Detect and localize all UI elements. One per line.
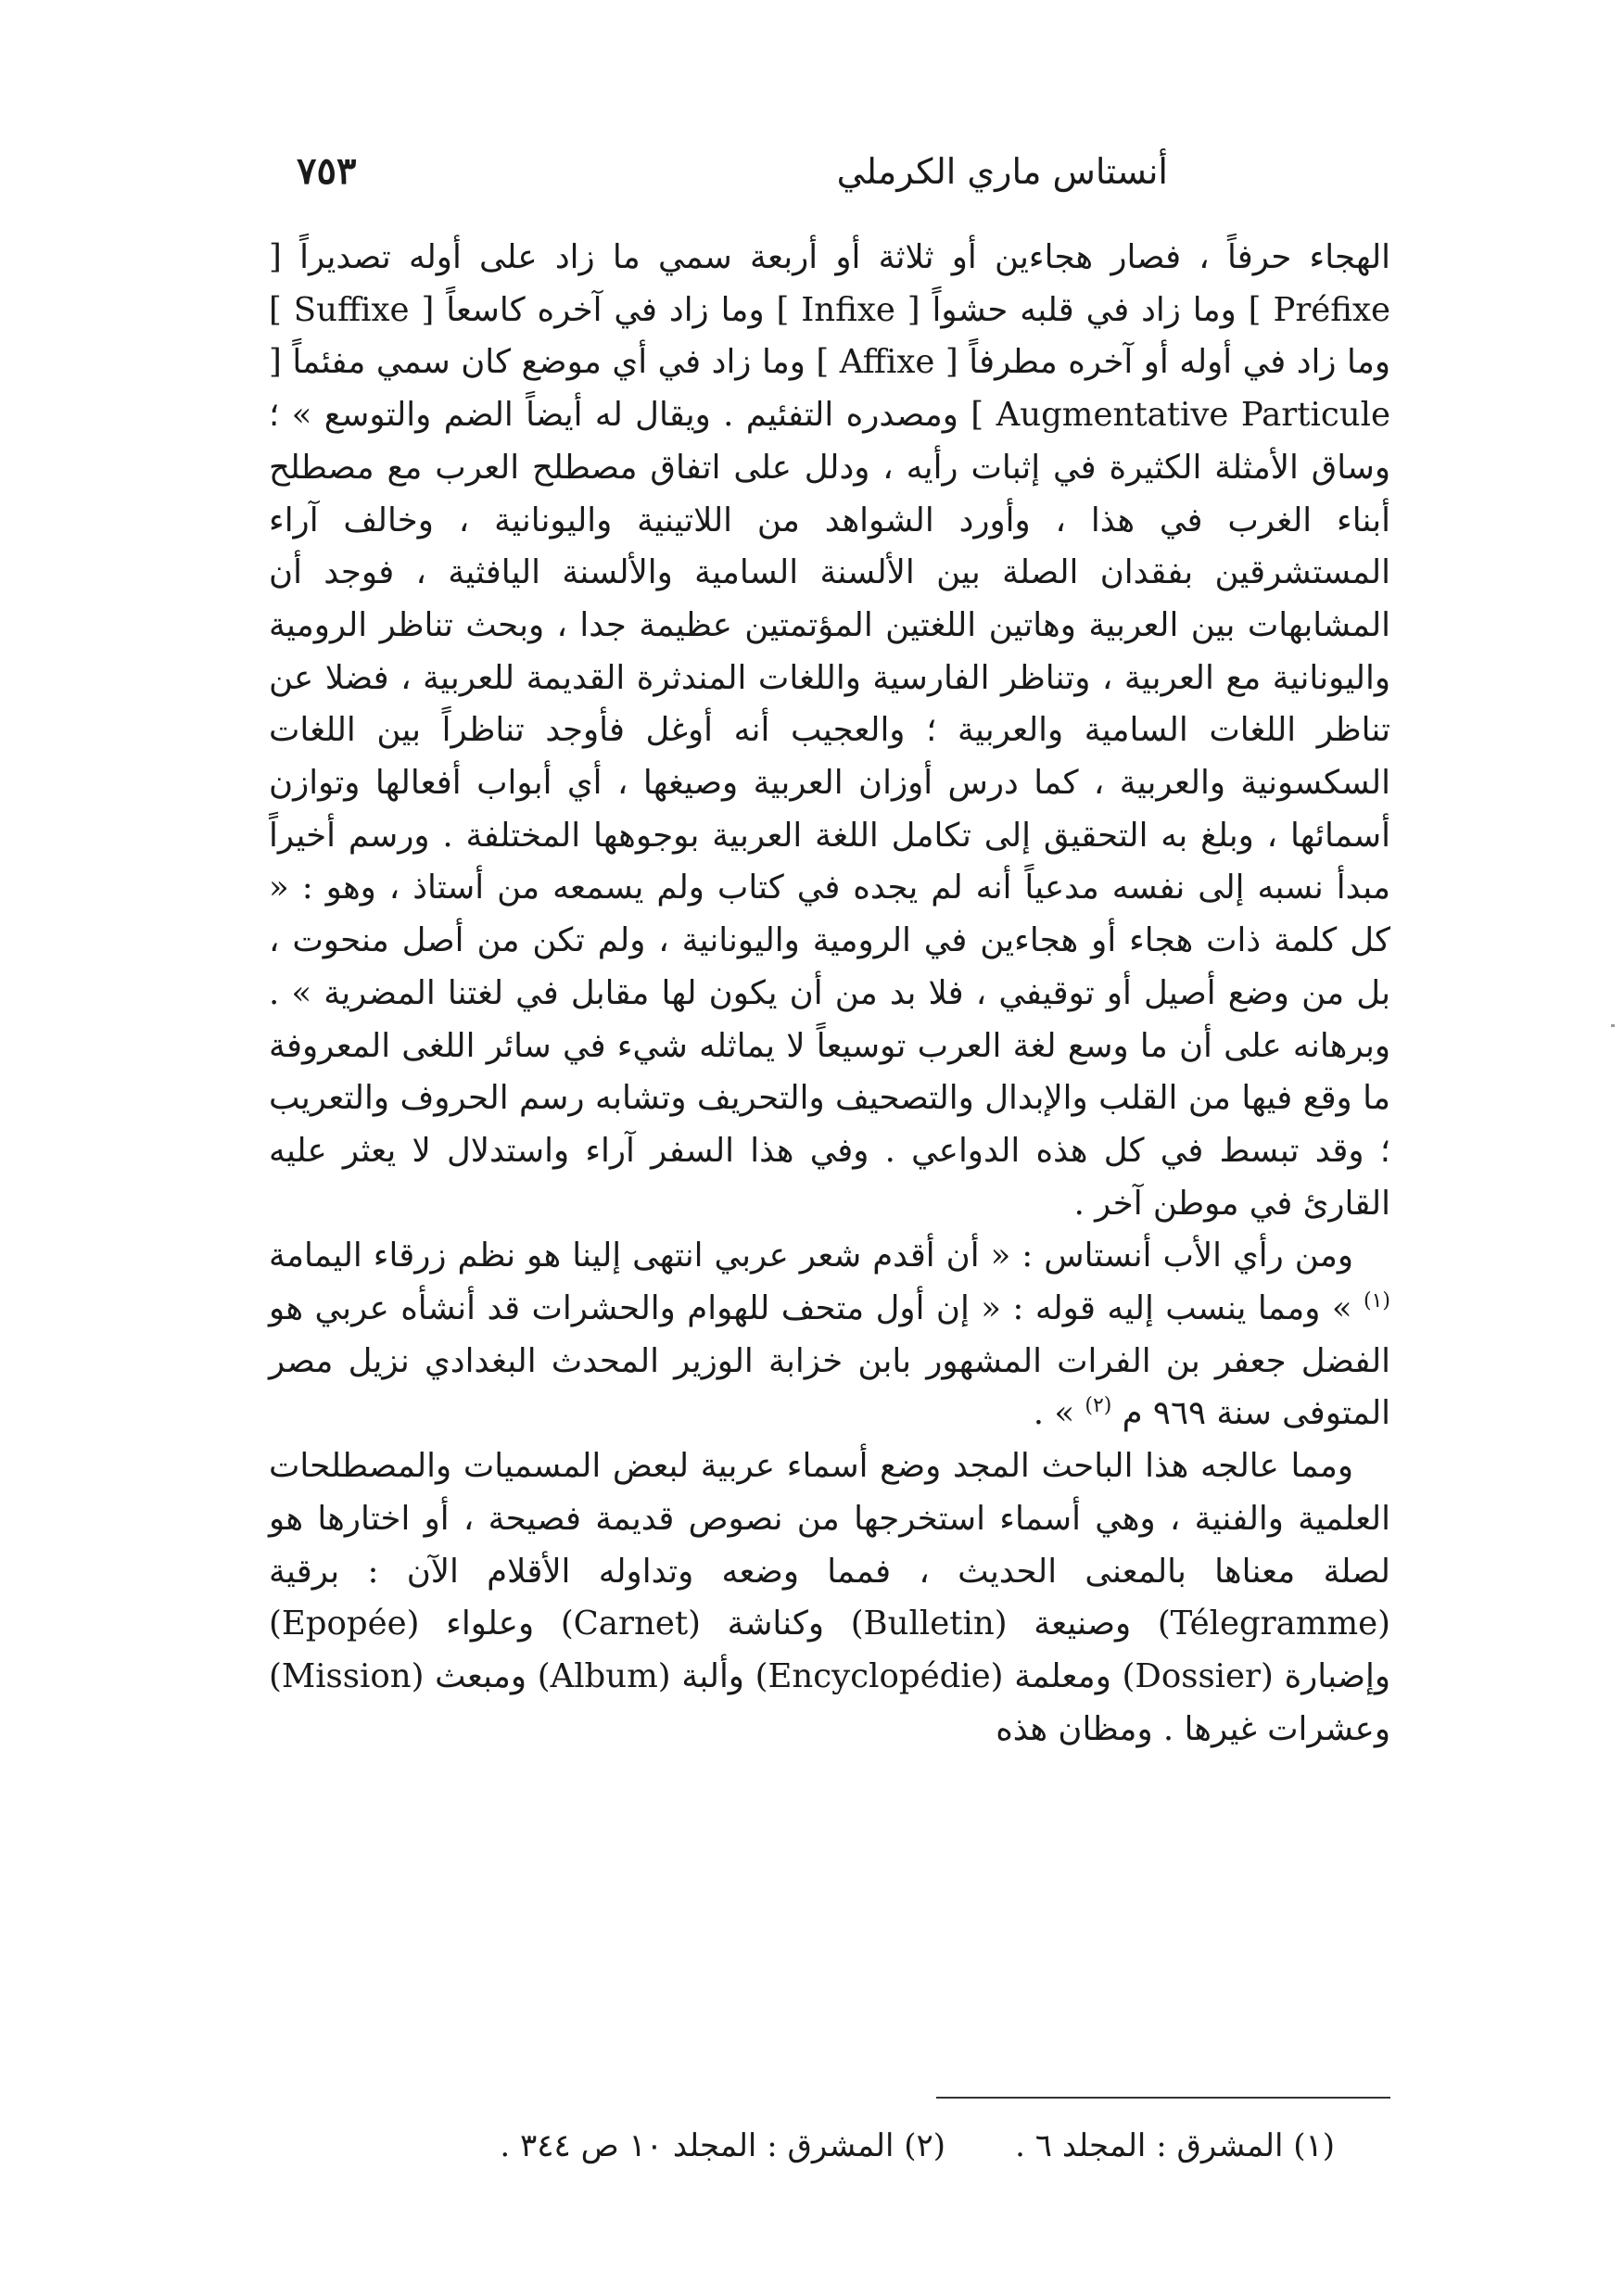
latin-term: Augmentative [996,396,1229,435]
text-run: ] وما زاد في أوله أو آخره مطرفاً [ [269,290,1391,382]
footnote-1: (١) المشرق : المجلد ٦ . [1015,2127,1335,2164]
margin-mark [1611,1024,1615,1027]
paragraph-3 [269,1440,1390,1756]
latin-term: (Dossier) [1122,1656,1274,1695]
text-run: ومما عالجه هذا الباحث المجد وضع أسماء عربية لبعض المسميات والمصطلحات العلمية والفنية ، وهي أسماء استخرجها من نصوص قديمة فصيحة ، أو اختارها هو لصلة معناها بالمعنى الحديث ، فمما وضعه وتداوله الأقلام الآن : برقية [269,1447,1390,1591]
text-run: وكناشة [700,1605,851,1643]
paragraph-1 [269,232,1390,1230]
latin-term: Préfixe [1273,290,1391,329]
running-title: أنستاس ماري الكرملي [836,151,1168,192]
latin-term: (Album) [537,1656,671,1695]
text-run: وصنيعة [1007,1605,1158,1643]
text-run: وعشرات غيرها . ومظان هذه [996,1709,1390,1748]
text-run: ] ومصدره التفئيم . ويقال له أيضاً الضم والتوسع » ؛ وساق الأمثلة الكثيرة في إثبات رأيه ، ودلل على اتفاق مصطلح العرب مع مصطلح أبناء الغرب في هذا ، وأورد الشواهد من اللاتينية واليونانية ، وخالف آراء المستشرقين بفقدان الصلة بين الألسنة السامية والألسنة اليافثية ، فوجد أن المشابهات بين العربية وهاتين اللغتين المؤتمتين عظيمة جدا ، وبحث تناظر الرومية واليونانية مع العربية ، وتناظر الفارسية واللغات المندثرة القديمة للعربية ، فضلا عن تناظر اللغات السامية والعربية ؛ والعجيب أنه أوغل فأوجد تناظراً بين اللغات السكسونية والعربية ، كما درس أوزان العربية وصيغها ، أي أبواب أفعالها وتوازن أسمائها ، وبلغ به التحقيق إلى تكامل اللغة العربية بوجوهها المختلفة . ورسم أخيراً مبدأ نسبه إلى نفسه مدعياً أنه لم يجده في كتاب ولم يسمعه من أستاذ ، وهو : « كل كلمة ذات هجاء أو هجاءين في الرومية واليونانية ، ولم تكن من أصل منحوت ، بل من وضع أصيل أو توقيفي ، فلا بد من أن يكون لها مقابل في لغتنا المضرية » . وبرهانه على أن ما وسع لغة العرب توسيعاً لا يماثله شيء في سائر اللغى المعروفة ما وقع فيها من القلب والإبدال والتصحيف والتحريف وتشابه رسم الحروف والتعريب ؛ وقد تبسط في كل هذه الدواعي . وفي هذا السفر آراء واستدلال لا يعثر عليه القارئ في موطن آخر . [269,396,1390,1223]
page-number: ٧٥٣ [297,149,357,193]
text-run: ] وما زاد في أي موضع كان سمي مفئماً [ [269,343,840,382]
text-run: ومن رأي الأب أنستاس : « أن أقدم شعر عربي انتهى إلينا هو نظم زرقاء اليمامة [269,1237,1353,1275]
latin-term: Affixe [839,343,935,382]
footnote-2: (٢) المشرق : المجلد ١٠ ص ٣٤٤ . [500,2127,945,2164]
text-run: وإضبارة [1273,1656,1390,1695]
page-header [297,139,1390,204]
text-run: ] وما زاد في آخره كاسعاً [ [409,290,802,329]
footnote-divider [936,2097,1390,2099]
text-run: » . [1033,1394,1085,1433]
text-run: وألبة [670,1656,755,1695]
latin-term: (Carnet) [560,1605,701,1643]
text-run: ومعلمة [1003,1656,1123,1695]
latin-term: Suffixe [293,290,410,329]
latin-term: (Encyclopédie) [755,1656,1004,1695]
paragraph-2 [269,1230,1390,1440]
body-text [269,232,1390,1756]
text-run: وعلواء [419,1605,561,1643]
text-run: ومبعث [424,1656,538,1695]
latin-term: Infixe [801,290,895,329]
footnote-marker: (١) [1363,1289,1390,1313]
text-run: » ومما ينسب إليه قوله : « إن أول متحف للهوام والحشرات قد أنشأه عربي هو الفضل جعفر بن الفرات المشهور بابن خزابة الوزير المحدث البغدادي نزيل مصر المتوفى سنة ٩٦٩ م [269,1289,1390,1433]
text-run: ] وما زاد في قلبه حشواً [ [894,290,1274,329]
footnotes [371,2118,1335,2174]
latin-term: (Epopée) [269,1605,420,1643]
footnote-marker: (٢) [1085,1394,1112,1418]
latin-term: (Bulletin) [850,1605,1008,1643]
latin-term: (Mission) [269,1656,425,1695]
latin-term: Particule [1240,396,1390,435]
text-run: الهجاء حرفاً ، فصار هجاءين أو ثلاثة أو أربعة سمي ما زاد على أوله تصديراً [ [269,238,1390,276]
latin-term: (Télegramme) [1157,1605,1390,1643]
text-run [1228,396,1240,434]
